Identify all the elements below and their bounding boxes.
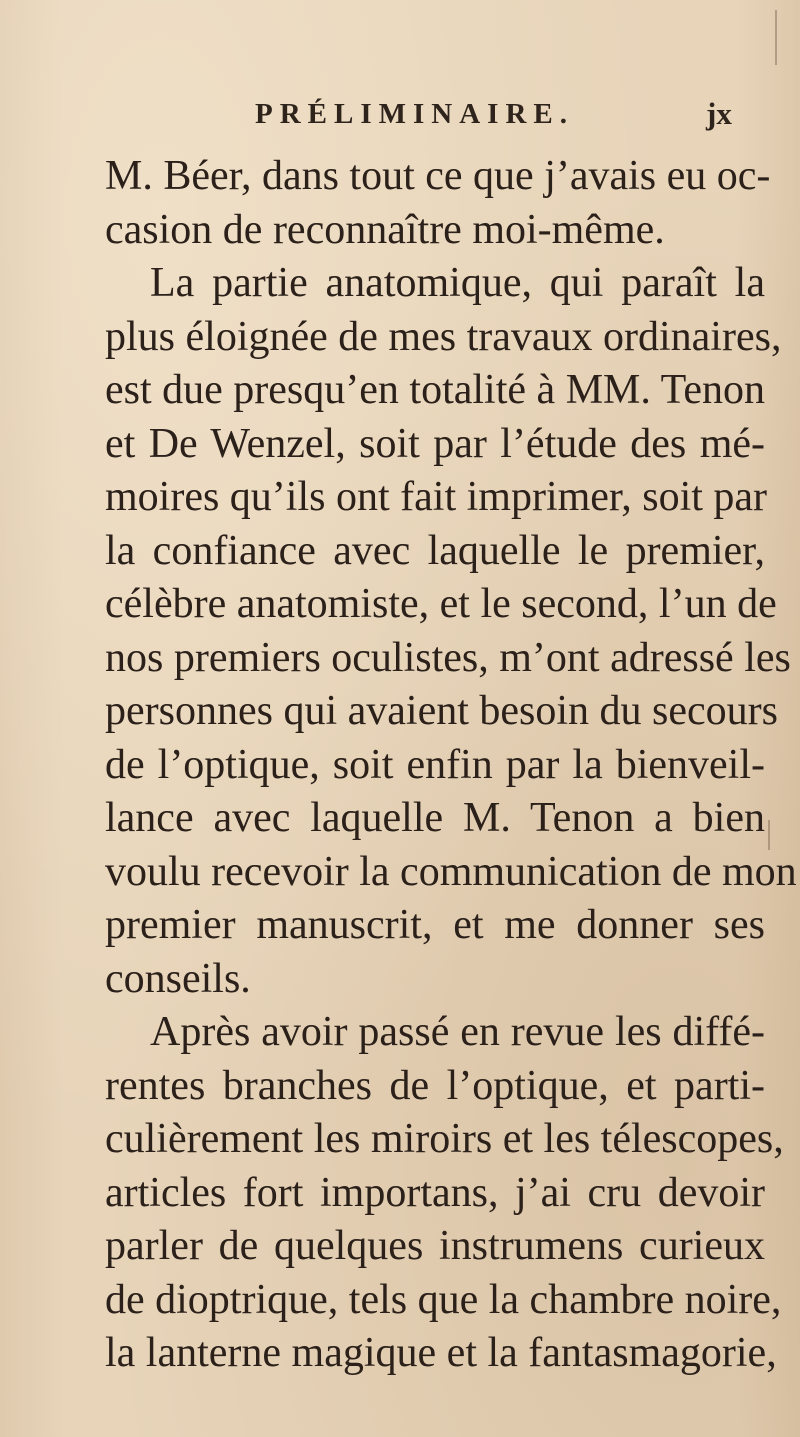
- text-line: lance avec laquelle M. Tenon a bien: [105, 795, 765, 841]
- text-line: M. Béer, dans tout ce que j’avais eu oc-: [105, 153, 771, 199]
- text-line: personnes qui avaient besoin du secours: [105, 688, 779, 734]
- text-line: culièrement les miroirs et les télescopes,: [105, 1116, 784, 1162]
- text-line: célèbre anatomiste, et le second, l’un de: [105, 581, 777, 627]
- text-line: de dioptrique, tels que la chambre noire,: [105, 1276, 782, 1323]
- text-line: rentes branches de l’optique, et parti-: [105, 1062, 765, 1109]
- text-line: premier manuscrit, et me donner ses: [105, 902, 765, 948]
- text-line: casion de reconnaître moi-même.: [105, 206, 665, 253]
- text-line: est due presqu’en totalité à MM. Tenon: [105, 367, 765, 413]
- text-line: nos premiers oculistes, m’ont adressé les: [105, 634, 791, 681]
- text-line: et De Wenzel, soit par l’étude des mé-: [105, 420, 765, 467]
- paper-crease: [768, 820, 770, 850]
- text-line: la confiance avec laquelle le premier,: [105, 527, 765, 574]
- text-line: La partie anatomique, qui paraît la: [150, 260, 765, 306]
- text-line: la lanterne magique et la fantasmagorie,: [105, 1330, 777, 1376]
- page-number: jx: [706, 96, 732, 131]
- text-line: moires qu’ils ont fait imprimer, soit par: [105, 474, 768, 520]
- text-line: de l’optique, soit enfin par la bienveil-: [105, 741, 765, 788]
- text-line: parler de quelques instrumens curieux: [105, 1223, 765, 1269]
- running-title: PRÉLIMINAIRE.: [255, 98, 574, 130]
- text-line: plus éloignée de mes travaux ordinaires,: [105, 313, 782, 360]
- text-line: conseils.: [105, 955, 251, 1002]
- text-line: Après avoir passé en revue les diffé-: [150, 1009, 765, 1055]
- paper-crease: [775, 10, 777, 65]
- text-line: articles fort importans, j’ai cru devoir: [105, 1169, 765, 1216]
- text-line: voulu recevoir la communication de mon: [105, 848, 797, 895]
